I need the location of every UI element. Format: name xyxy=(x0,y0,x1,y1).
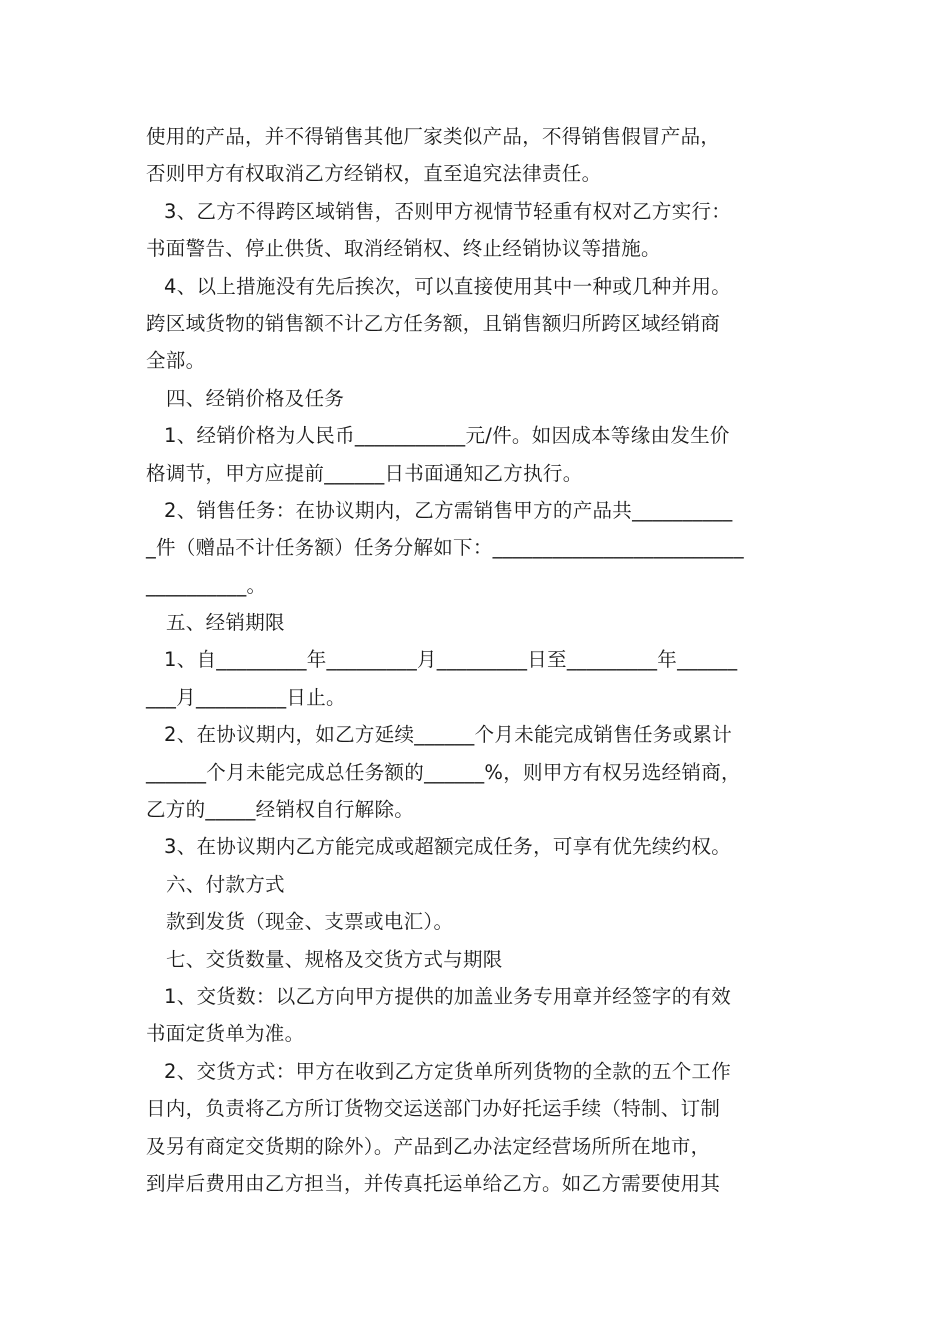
text-line: 日内，负责将乙方所订货物交运送部门办好托运手续（特制、订制 xyxy=(146,1097,721,1121)
text-line: _件（赠品不计任务额）任务分解如下：_________________________ xyxy=(146,536,744,560)
text-line: 格调节，甲方应提前______日书面通知乙方执行。 xyxy=(146,461,583,485)
text-line: 乙方的_____经销权自行解除。 xyxy=(146,798,415,822)
text-line: 4、以上措施没有先后挨次，可以直接使用其中一种或几种并用。 xyxy=(164,274,732,298)
text-line: 1、交货数：以乙方向甲方提供的加盖业务专用章并经签字的有效 xyxy=(164,984,732,1008)
text-line: 四、经销价格及任务 xyxy=(166,386,345,410)
text-line: 跨区域货物的销售额不计乙方任务额，且销售额归所跨区域经销商 xyxy=(146,311,721,335)
text-line: 七、交货数量、规格及交货方式与期限 xyxy=(166,947,503,971)
text-line: 书面警告、停止供货、取消经销权、终止经销协议等措施。 xyxy=(146,237,661,261)
contract-text-body xyxy=(146,118,818,1202)
text-line: 2、在协议期内，如乙方延续______个月未能完成销售任务或累计 xyxy=(164,723,733,747)
text-line: ___月_________日止。 xyxy=(146,685,346,709)
text-line: 款到发货（现金、支票或电汇）。 xyxy=(166,910,454,934)
text-line: 到岸后费用由乙方担当，并传真托运单给乙方。如乙方需要使用其 xyxy=(146,1171,721,1195)
text-line: 3、在协议期内乙方能完成或超额完成任务，可享有优先续约权。 xyxy=(164,835,732,859)
text-line: 否则甲方有权取消乙方经销权，直至追究法律责任。 xyxy=(146,162,602,186)
text-line: 1、经销价格为人民币___________元/件。如因成本等缘由发生价 xyxy=(164,424,730,448)
text-line: __________。 xyxy=(146,573,267,597)
text-line: 及另有商定交货期的除外）。产品到乙办法定经营场所所在地市， xyxy=(146,1134,711,1158)
text-line: 全部。 xyxy=(146,349,206,373)
text-line: 2、销售任务：在协议期内，乙方需销售甲方的产品共__________ xyxy=(164,498,733,522)
text-line: 2、交货方式：甲方在收到乙方定货单所列货物的全款的五个工作 xyxy=(164,1059,732,1083)
text-line: 1、自_________年_________月_________日至_________年______ xyxy=(164,648,738,672)
text-line: ______个月未能完成总任务额的______%，则甲方有权另选经销商， xyxy=(146,760,741,784)
text-line: 五、经销期限 xyxy=(166,611,285,635)
text-line: 3、乙方不得跨区域销售，否则甲方视情节轻重有权对乙方实行： xyxy=(164,199,732,223)
text-line: 六、付款方式 xyxy=(166,872,285,896)
text-line: 使用的产品，并不得销售其他厂家类似产品，不得销售假冒产品， xyxy=(146,125,721,148)
text-line: 书面定货单为准。 xyxy=(146,1022,305,1046)
